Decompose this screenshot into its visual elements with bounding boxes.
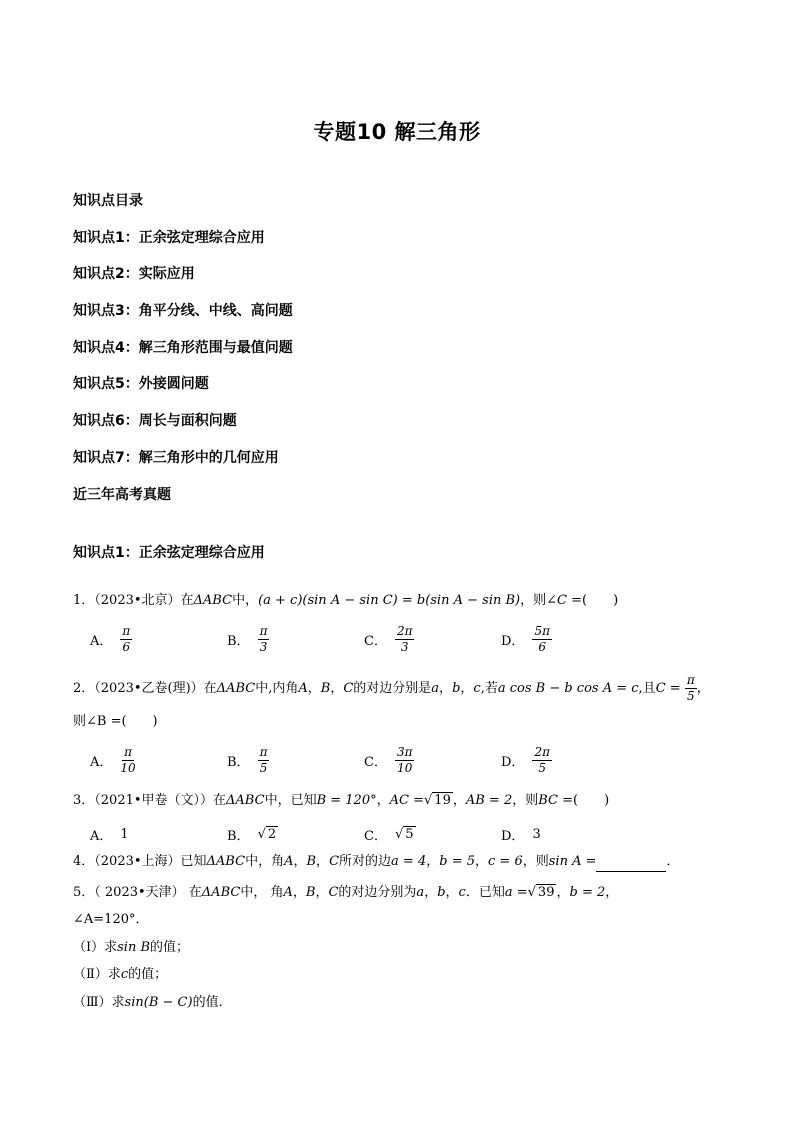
denominator: 5 bbox=[538, 761, 547, 775]
equation: a = bbox=[504, 885, 528, 900]
option-d bbox=[501, 745, 638, 776]
text: ， bbox=[696, 681, 710, 696]
radicand: 5 bbox=[405, 827, 414, 842]
text: ， bbox=[376, 793, 390, 808]
radicand: 19 bbox=[434, 793, 451, 808]
radicand: 2 bbox=[267, 827, 277, 842]
text: ,若 bbox=[480, 681, 498, 696]
var: C bbox=[328, 885, 339, 900]
expression: sin B bbox=[117, 940, 151, 955]
equation: c = 6 bbox=[488, 854, 523, 869]
option-letter: B． bbox=[227, 634, 250, 649]
var: a bbox=[431, 681, 440, 696]
toc-heading: 知识点目录 bbox=[73, 193, 143, 209]
toc-item: 知识点6：周长与面积问题 bbox=[73, 413, 237, 430]
text: ， bbox=[439, 681, 453, 696]
triangle-label: ΔABC bbox=[206, 854, 246, 869]
sqrt: √ 5 bbox=[394, 827, 414, 842]
question-5-part-2 bbox=[73, 965, 167, 985]
numerator: π bbox=[259, 624, 268, 638]
option-letter: C． bbox=[364, 634, 387, 649]
option-c bbox=[364, 624, 501, 655]
var: A bbox=[283, 885, 293, 900]
option-value: 1 bbox=[120, 827, 129, 842]
triangle-label: ΔABC bbox=[193, 593, 233, 608]
option-a bbox=[90, 624, 227, 655]
text: ，则 bbox=[520, 593, 547, 608]
var: b bbox=[437, 885, 446, 900]
text: 的值； bbox=[128, 967, 168, 982]
text: 的值； bbox=[150, 940, 190, 955]
text: 所对的边 bbox=[339, 854, 392, 869]
text: ， bbox=[452, 793, 466, 808]
equation: a cos B − b cos A = c bbox=[497, 681, 639, 696]
text: ,且 bbox=[638, 681, 656, 696]
fraction bbox=[532, 745, 552, 776]
numerator: π bbox=[124, 745, 132, 759]
option-letter: D． bbox=[501, 829, 525, 844]
text: 中， 角 bbox=[240, 885, 284, 900]
text: 的值． bbox=[192, 995, 232, 1010]
option-value: 3 bbox=[532, 827, 541, 842]
question-3-options bbox=[90, 825, 638, 844]
text: ， bbox=[605, 885, 619, 900]
text: 中，已知 bbox=[264, 793, 317, 808]
radicand: 39 bbox=[537, 885, 555, 900]
option-a bbox=[90, 745, 227, 776]
option-letter: B． bbox=[227, 829, 250, 844]
option-letter: A． bbox=[90, 755, 113, 770]
var: c bbox=[458, 885, 466, 900]
option-b bbox=[227, 745, 364, 776]
question-1-options bbox=[90, 624, 638, 655]
fraction bbox=[258, 624, 270, 655]
var: A bbox=[298, 681, 308, 696]
answer-paren: ( ) bbox=[582, 593, 619, 608]
option-letter: A． bbox=[90, 829, 113, 844]
expression: sin(B − C) bbox=[124, 995, 193, 1010]
equation: (a + c)(sin A − sin C) = b(sin A − sin B) bbox=[258, 593, 521, 608]
expression: c bbox=[120, 967, 129, 982]
option-letter: A． bbox=[90, 634, 113, 649]
denominator: 10 bbox=[120, 761, 136, 775]
denominator: 5 bbox=[686, 689, 695, 703]
text: ， bbox=[316, 854, 330, 869]
equation: AB = 2 bbox=[465, 793, 513, 808]
numerator: π bbox=[686, 673, 695, 687]
text: ． bbox=[666, 854, 680, 869]
triangle-label: ΔABC bbox=[226, 793, 265, 808]
fraction bbox=[120, 745, 135, 776]
question-4-source: 4．（2023•上海）已知 bbox=[73, 854, 207, 869]
text: 的对边分别是 bbox=[353, 681, 432, 696]
option-letter: C． bbox=[364, 755, 387, 770]
option-c bbox=[364, 825, 501, 844]
text: 中，角 bbox=[245, 854, 285, 869]
text: ．已知 bbox=[465, 885, 505, 900]
denominator: 3 bbox=[259, 640, 268, 654]
text: ， bbox=[445, 885, 459, 900]
numerator: 3π bbox=[396, 745, 413, 759]
numerator: π bbox=[259, 745, 268, 759]
equation: a = 4 bbox=[391, 854, 427, 869]
text: ， bbox=[460, 681, 474, 696]
numerator: π bbox=[122, 624, 131, 638]
fraction bbox=[685, 673, 697, 704]
denominator: 3 bbox=[400, 640, 409, 654]
var: b bbox=[452, 681, 461, 696]
fraction bbox=[395, 745, 415, 776]
section-heading: 知识点1：正余弦定理综合应用 bbox=[73, 545, 265, 561]
fraction bbox=[258, 745, 270, 776]
answer-paren: ( ) bbox=[573, 793, 610, 808]
equation: b = 2 bbox=[569, 885, 606, 900]
text: ， bbox=[330, 681, 344, 696]
question-2 bbox=[73, 673, 710, 704]
equation: AC = bbox=[389, 793, 424, 808]
var: B bbox=[320, 681, 331, 696]
given-angle: ∠A=120°． bbox=[73, 912, 149, 927]
option-b bbox=[227, 825, 364, 844]
text: ， bbox=[315, 885, 329, 900]
question-1-source: 1．（2023•北京）在 bbox=[73, 593, 194, 608]
triangle-label: ΔABC bbox=[216, 681, 256, 696]
text: ，则 bbox=[522, 854, 549, 869]
part-label: （Ⅰ）求 bbox=[73, 940, 118, 955]
question-target: ∠C = bbox=[546, 593, 582, 608]
denominator: 6 bbox=[122, 640, 131, 654]
question-5-part-1 bbox=[73, 938, 189, 958]
question-5-part-3 bbox=[73, 993, 232, 1013]
question-5 bbox=[73, 883, 618, 903]
fraction bbox=[532, 624, 552, 655]
var: A bbox=[284, 854, 294, 869]
option-b bbox=[227, 624, 364, 655]
toc-item: 知识点5：外接圆问题 bbox=[73, 376, 209, 393]
var: B bbox=[305, 885, 316, 900]
var: B bbox=[306, 854, 317, 869]
fraction bbox=[395, 624, 415, 655]
denominator: 6 bbox=[538, 640, 547, 654]
question-target: BC = bbox=[538, 793, 574, 808]
text: ， bbox=[424, 885, 438, 900]
question-2-options bbox=[90, 745, 638, 776]
text: ， bbox=[474, 854, 488, 869]
question-5-line-2 bbox=[73, 910, 149, 930]
text: ， bbox=[556, 885, 570, 900]
sqrt: √ 19 bbox=[424, 793, 451, 808]
text: ， bbox=[292, 885, 306, 900]
answer-paren: ( ) bbox=[121, 714, 158, 729]
part-label: （Ⅱ）求 bbox=[73, 967, 121, 982]
question-1 bbox=[73, 591, 618, 611]
numerator: 2π bbox=[534, 745, 550, 759]
var: a bbox=[416, 885, 425, 900]
equation: C = bbox=[655, 681, 681, 696]
table-of-contents bbox=[73, 190, 293, 520]
option-letter: B． bbox=[227, 755, 250, 770]
option-letter: D． bbox=[501, 755, 525, 770]
option-d bbox=[501, 624, 638, 655]
denominator: 5 bbox=[259, 761, 268, 775]
question-2-line-2 bbox=[73, 712, 158, 732]
equation: b = 5 bbox=[439, 854, 475, 869]
fraction bbox=[120, 624, 132, 655]
question-3 bbox=[73, 791, 609, 811]
text: 中,内角 bbox=[255, 681, 299, 696]
option-c bbox=[364, 745, 501, 776]
question-3-source: 3．（2021•甲卷（文））在 bbox=[73, 793, 227, 808]
var: C bbox=[343, 681, 354, 696]
toc-item: 知识点3：角平分线、中线、高问题 bbox=[73, 303, 293, 320]
var: C bbox=[329, 854, 340, 869]
question-4 bbox=[73, 852, 680, 872]
text: ， bbox=[293, 854, 307, 869]
numerator: 2π bbox=[396, 624, 413, 638]
answer-blank bbox=[596, 857, 666, 872]
question-5-source: 5．（ 2023•天津） 在 bbox=[73, 885, 202, 900]
toc-item: 知识点4：解三角形范围与最值问题 bbox=[73, 339, 293, 356]
question-2-source: 2．（2023•乙卷(理)）在 bbox=[73, 681, 217, 696]
var: c bbox=[473, 681, 481, 696]
option-letter: D． bbox=[501, 634, 525, 649]
text: ， bbox=[426, 854, 440, 869]
sqrt: √ 2 bbox=[257, 827, 277, 842]
denominator: 10 bbox=[397, 761, 413, 775]
numerator: 5π bbox=[534, 624, 550, 638]
triangle-label: ΔABC bbox=[201, 885, 241, 900]
equation: B = 120° bbox=[316, 793, 377, 808]
option-d bbox=[501, 825, 638, 844]
toc-item: 知识点1：正余弦定理综合应用 bbox=[73, 229, 265, 246]
text: 的对边分别为 bbox=[338, 885, 417, 900]
option-letter: C． bbox=[364, 829, 387, 844]
question-target: 则∠B = bbox=[73, 714, 122, 729]
option-a bbox=[90, 825, 227, 844]
toc-item: 知识点7：解三角形中的几何应用 bbox=[73, 449, 279, 466]
toc-item: 近三年高考真题 bbox=[73, 486, 171, 503]
toc-item: 知识点2：实际应用 bbox=[73, 266, 195, 283]
text: 中， bbox=[232, 593, 259, 608]
part-label: （Ⅲ）求 bbox=[73, 995, 125, 1010]
page-title: 专题10 解三角形 bbox=[313, 120, 481, 144]
sqrt: √ 39 bbox=[527, 885, 555, 900]
text: ， bbox=[307, 681, 321, 696]
question-target: sin A = bbox=[548, 854, 597, 869]
text: ，则 bbox=[512, 793, 539, 808]
